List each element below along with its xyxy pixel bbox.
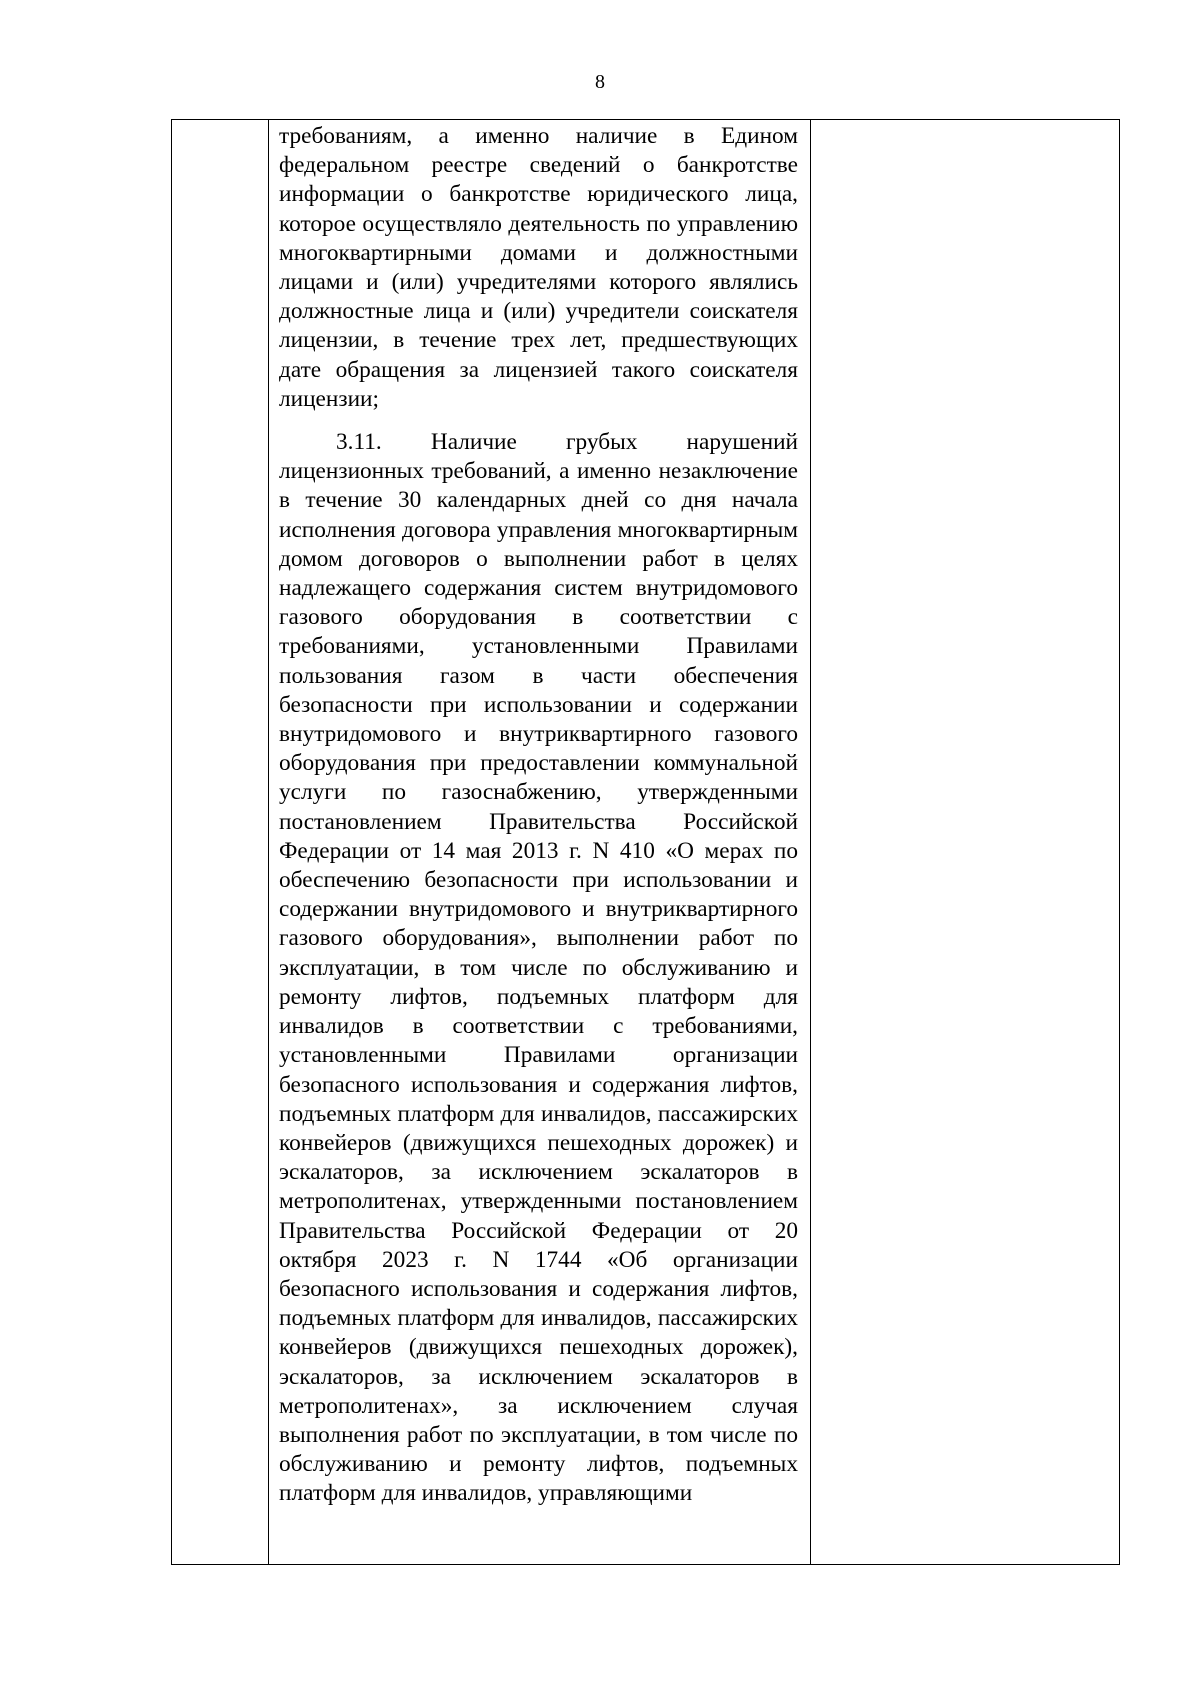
- paragraph-3-11: 3.11. Наличие грубых нарушений лицензионных требований, а именно незаключение в течение 30 календарных дней со дня начала исполнения договора управления многоквартирным домом договоров о выполнении работ в целях надлежащего содержания систем внутридомового газового оборудования в соответствии с требованиями, установленными Правилами пользования газом в части обеспечения безопасности при использовании и содержании внутридомового и внутриквартирного газового оборудования при предоставлении коммунальной услуги по газоснабжению, утвержденными постановлением Правительства Российской Федерации от 14 мая 2013 г. N 410 «О мерах по обеспечению безопасности при использовании и содержании внутридомового и внутриквартирного газового оборудования», выполнении работ по эксплуатации, в том числе по обслуживанию и ремонту лифтов, подъемных платформ для инвалидов в соответствии с требованиями, установленными Правилами организации безопасного использования и содержания лифтов, подъемных платформ для инвалидов, пассажирских конвейеров (движущихся пешеходных дорожек) и эскалаторов, за исключением эскалаторов в метрополитенах, утвержденными постановлением Правительства Российской Федерации от 20 октября 2023 г. N 1744 «Об организации безопасного использования и содержания лифтов, подъемных платформ для инвалидов, пассажирских конвейеров (движущихся пешеходных дорожек), эскалаторов, за исключением эскалаторов в метрополитенах», за исключением случая выполнения работ по эксплуатации, в том числе по обслуживанию и ремонту лифтов, подъемных платформ для инвалидов, управляющими: [279, 429, 798, 1507]
- content-text: [269, 120, 810, 1509]
- content-cell: [269, 120, 811, 1565]
- document-table: [171, 119, 1120, 1565]
- page-number: 8: [595, 71, 605, 93]
- right-cell: [811, 120, 1120, 1565]
- paragraph-requirements-continued: требованиям, а именно наличие в Едином федеральном реестре сведений о банкротстве информации о банкротстве юридического лица, которое осуществляло деятельность по управлению многоквартирными домами и должностными лицами и (или) учредителями которого являлись должностные лица и (или) учредители соискателя лицензии, в течение трех лет, предшествующих дате обращения за лицензией такого соискателя лицензии;: [279, 123, 798, 412]
- table-row: [172, 120, 1120, 1565]
- left-cell: [172, 120, 269, 1565]
